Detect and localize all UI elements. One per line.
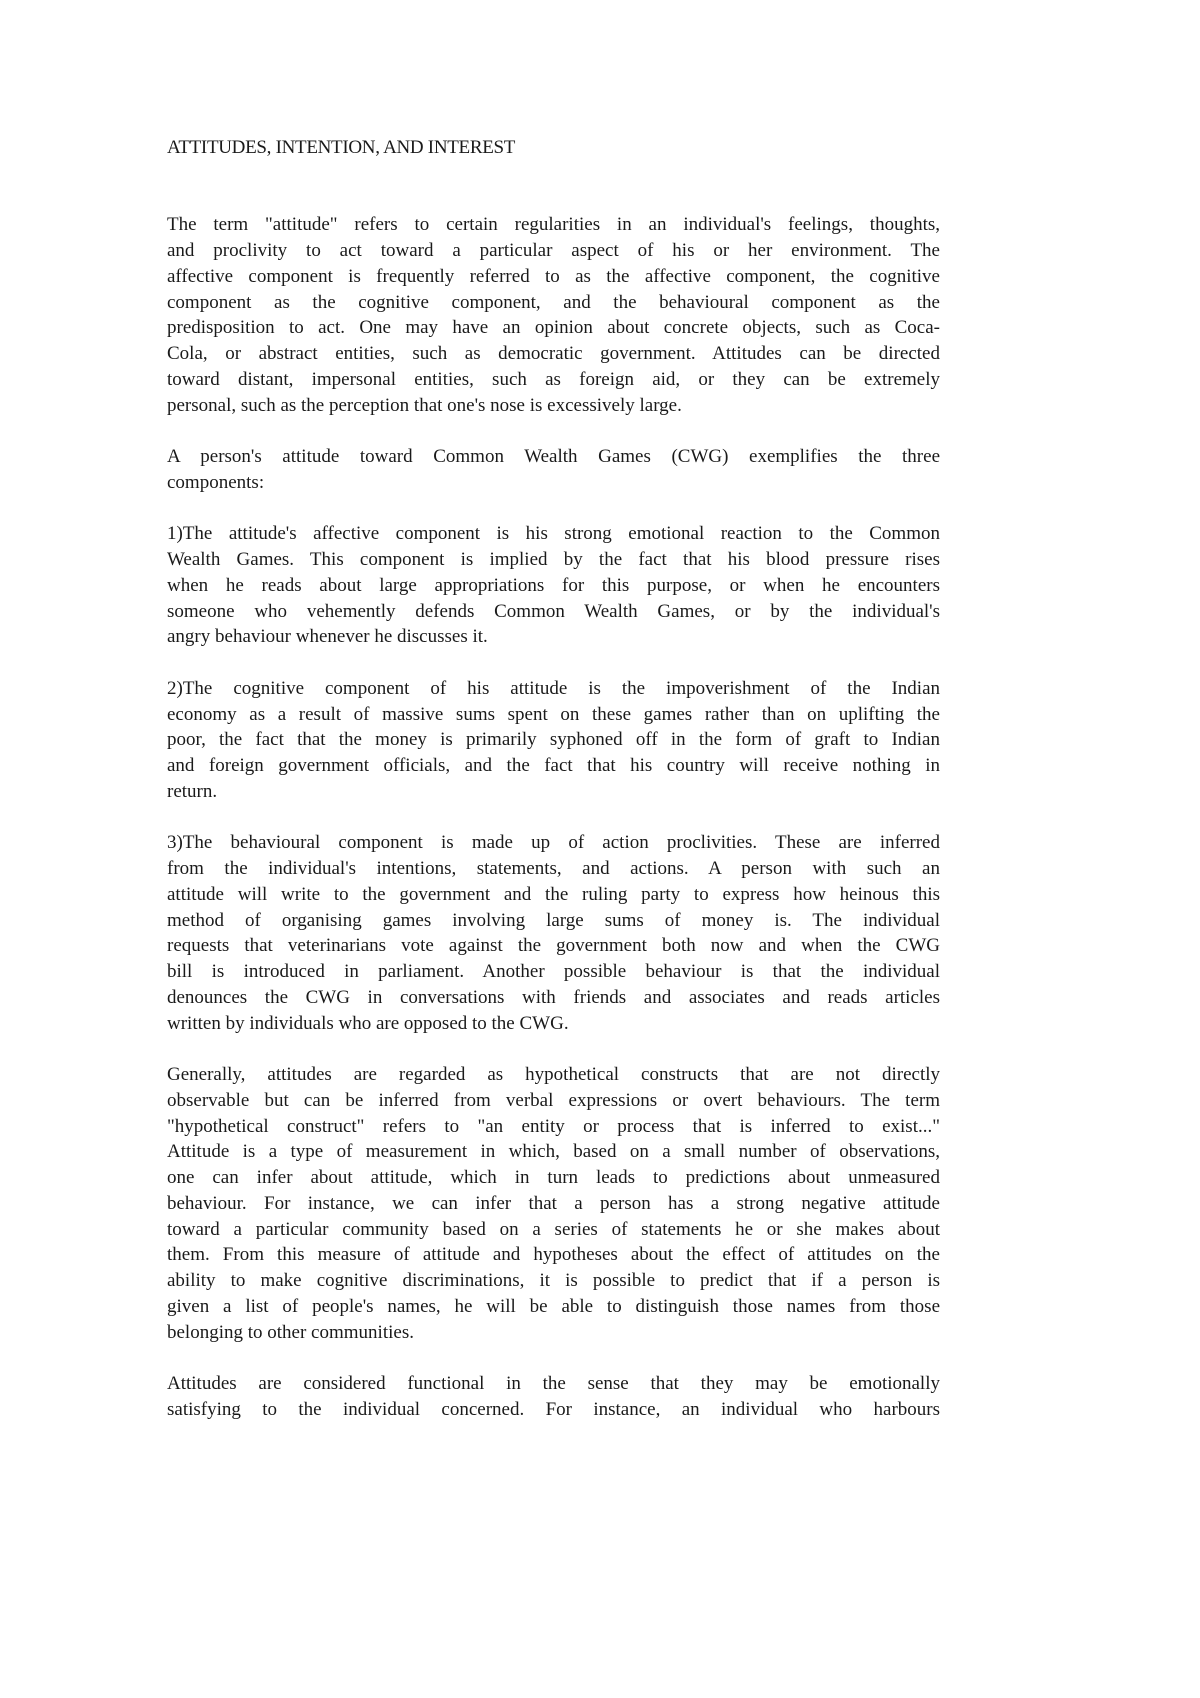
document-page (167, 135, 940, 1448)
text-line: ability to make cognitive discriminations, it is possible to predict that if a person is (167, 1270, 940, 1291)
text-line: economy as a result of massive sums spent on these games rather than on uplifting the (167, 703, 940, 725)
text-line: when he reads about large appropriations for this purpose, or when he encounters (167, 574, 940, 596)
text-line: given a list of people's names, he will be able to distinguish those names from those (167, 1295, 940, 1317)
text-line: return. (167, 780, 218, 802)
text-line: Attitude is a type of measurement in which, based on a small number of observations, (167, 1141, 940, 1163)
text-line: belonging to other communities. (167, 1321, 414, 1343)
text-line: A person's attitude toward Common Wealth Games (CWG) exemplifies the three (167, 446, 940, 467)
text-line: Generally, attitudes are regarded as hypothetical constructs that are not directly (167, 1064, 940, 1085)
text-line: Wealth Games. This component is implied by the fact that his blood pressure rises (167, 549, 940, 570)
text-line: toward a particular community based on a series of statements he or she makes about (167, 1218, 940, 1240)
text-line: and foreign government officials, and the fact that his country will receive nothing in (167, 755, 940, 776)
text-line: 1)The attitude's affective component is his strong emotional reaction to the Common (167, 523, 940, 545)
text-line: someone who vehemently defends Common Wealth Games, or by the individual's (167, 600, 940, 622)
paragraph (167, 676, 940, 805)
paragraph (167, 212, 940, 418)
document-body (167, 212, 940, 1422)
paragraph (167, 521, 940, 650)
paragraph (167, 444, 940, 496)
text-line: Cola, or abstract entities, such as democratic government. Attitudes can be directed (167, 343, 940, 364)
text-line: denounces the CWG in conversations with friends and associates and reads articles (167, 986, 940, 1008)
text-line: observable but can be inferred from verbal expressions or overt behaviours. The term (167, 1089, 940, 1111)
text-line: behaviour. For instance, we can infer that a person has a strong negative attitude (167, 1192, 940, 1214)
text-line: attitude will write to the government and the ruling party to express how heinous this (167, 883, 940, 905)
text-line: written by individuals who are opposed to the CWG. (167, 1012, 569, 1034)
text-line: personal, such as the perception that one's nose is excessively large. (167, 394, 682, 416)
text-line: components: (167, 471, 265, 493)
text-line: from the individual's intentions, statements, and actions. A person with such an (167, 858, 940, 879)
text-line: one can infer about attitude, which in turn leads to predictions about unmeasured (167, 1167, 940, 1188)
paragraph (167, 830, 940, 1036)
text-line: and proclivity to act toward a particular aspect of his or her environment. The (167, 240, 940, 261)
paragraph (167, 1371, 940, 1423)
text-line: poor, the fact that the money is primarily syphoned off in the form of graft to Indian (167, 729, 940, 751)
text-line: predisposition to act. One may have an opinion about concrete objects, such as Coca- (167, 317, 940, 339)
text-line: method of organising games involving large sums of money is. The individual (167, 909, 940, 931)
text-line: Attitudes are considered functional in the sense that they may be emotionally (167, 1373, 940, 1394)
text-line: 2)The cognitive component of his attitude is the impoverishment of the Indian (167, 677, 940, 699)
text-line: requests that veterinarians vote against the government both now and when the CWG (167, 935, 940, 957)
text-line: affective component is frequently referred to as the affective component, the cognitive (167, 265, 940, 287)
document-title: ATTITUDES, INTENTION, AND INTEREST (167, 137, 516, 158)
paragraph (167, 1062, 940, 1345)
text-line: angry behaviour whenever he discusses it. (167, 626, 488, 648)
text-line: satisfying to the individual concerned. For instance, an individual who harbours (167, 1398, 940, 1420)
text-line: The term "attitude" refers to certain regularities in an individual's feelings, thoughts, (167, 214, 940, 236)
text-line: them. From this measure of attitude and hypotheses about the effect of attitudes on the (167, 1244, 940, 1266)
text-line: component as the cognitive component, and the behavioural component as the (167, 291, 940, 313)
text-line: bill is introduced in parliament. Another possible behaviour is that the individual (167, 961, 940, 982)
text-line: 3)The behavioural component is made up of action proclivities. These are inferred (167, 832, 940, 854)
text-line: "hypothetical construct" refers to "an entity or process that is inferred to exist..." (167, 1115, 940, 1137)
text-line: toward distant, impersonal entities, such as foreign aid, or they can be extremely (167, 368, 940, 390)
